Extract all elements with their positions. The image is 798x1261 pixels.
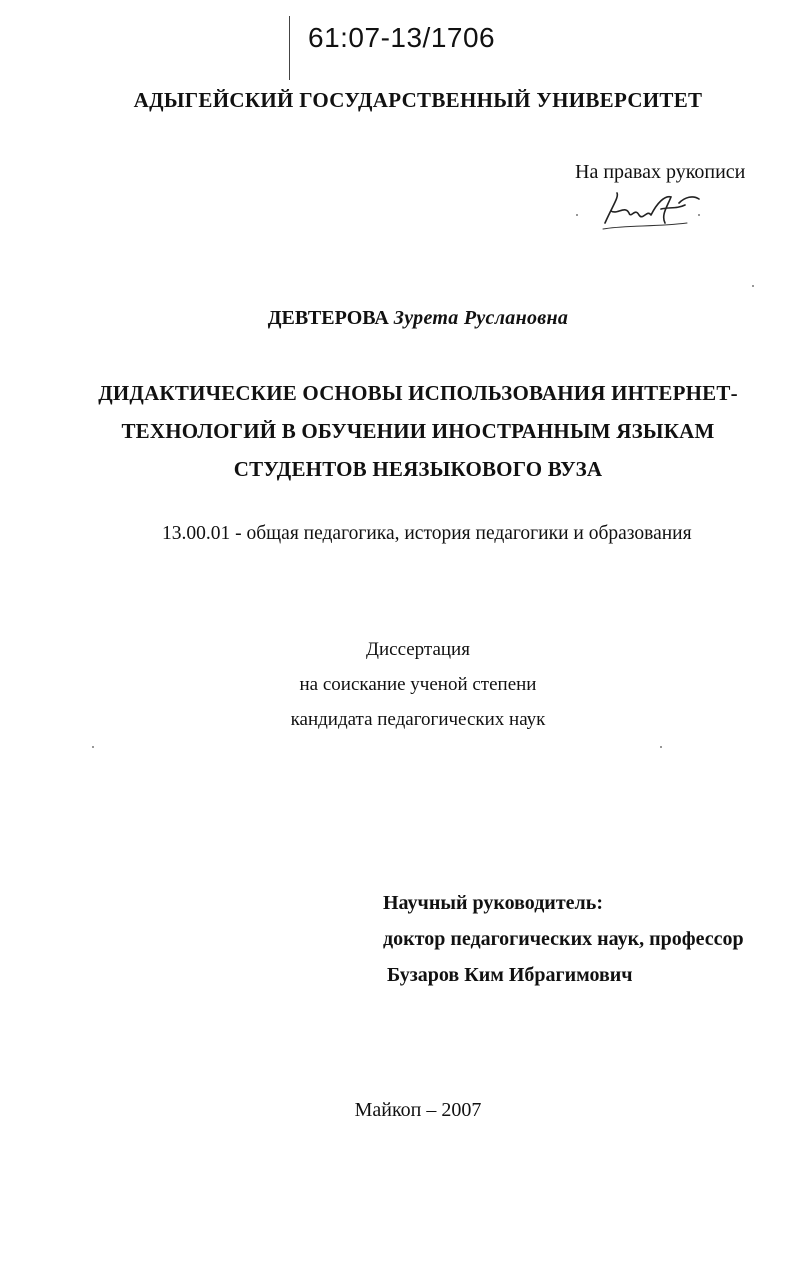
scan-speck — [698, 214, 700, 216]
title-line: ДИДАКТИЧЕСКИЕ ОСНОВЫ ИСПОЛЬЗОВАНИЯ ИНТЕРНЕТ- — [98, 381, 738, 405]
author-surname: ДЕВТЕРОВА — [267, 307, 389, 329]
degree-line: на соискание ученой степени — [299, 674, 537, 695]
specialty-code: 13.00.01 - общая педагогика, история педагогики и образования — [162, 523, 692, 544]
library-stamp-code: 61:07-13/1706 — [308, 22, 496, 53]
scan-speck — [576, 214, 578, 216]
scan-speck — [752, 285, 754, 287]
degree-line: кандидата педагогических наук — [290, 709, 546, 730]
university-name: АДЫГЕЙСКИЙ ГОСУДАРСТВЕННЫЙ УНИВЕРСИТЕТ — [133, 88, 703, 112]
advisor-block — [383, 885, 744, 993]
margin-line — [289, 16, 290, 80]
author-name — [0, 307, 798, 330]
title-line: ТЕХНОЛОГИЙ В ОБУЧЕНИИ ИНОСТРАННЫМ ЯЗЫКАМ — [121, 419, 715, 443]
degree-line: Диссертация — [366, 639, 470, 660]
dissertation-degree-block — [0, 632, 798, 737]
scan-speck — [92, 746, 94, 748]
handwritten-signature — [595, 185, 715, 235]
author-given-names: Зурета Руслановна — [393, 307, 569, 329]
scan-speck — [660, 746, 662, 748]
title-line: СТУДЕНТОВ НЕЯЗЫКОВОГО ВУЗА — [233, 457, 603, 481]
city-year: Майкоп – 2007 — [354, 1099, 482, 1121]
advisor-name: Бузаров Ким Ибрагимович — [387, 964, 633, 986]
advisor-label: Научный руководитель: — [383, 892, 603, 914]
advisor-degree: доктор педагогических наук, профессор — [383, 928, 744, 950]
dissertation-title — [60, 374, 776, 488]
rights-note: На правах рукописи — [575, 161, 746, 183]
